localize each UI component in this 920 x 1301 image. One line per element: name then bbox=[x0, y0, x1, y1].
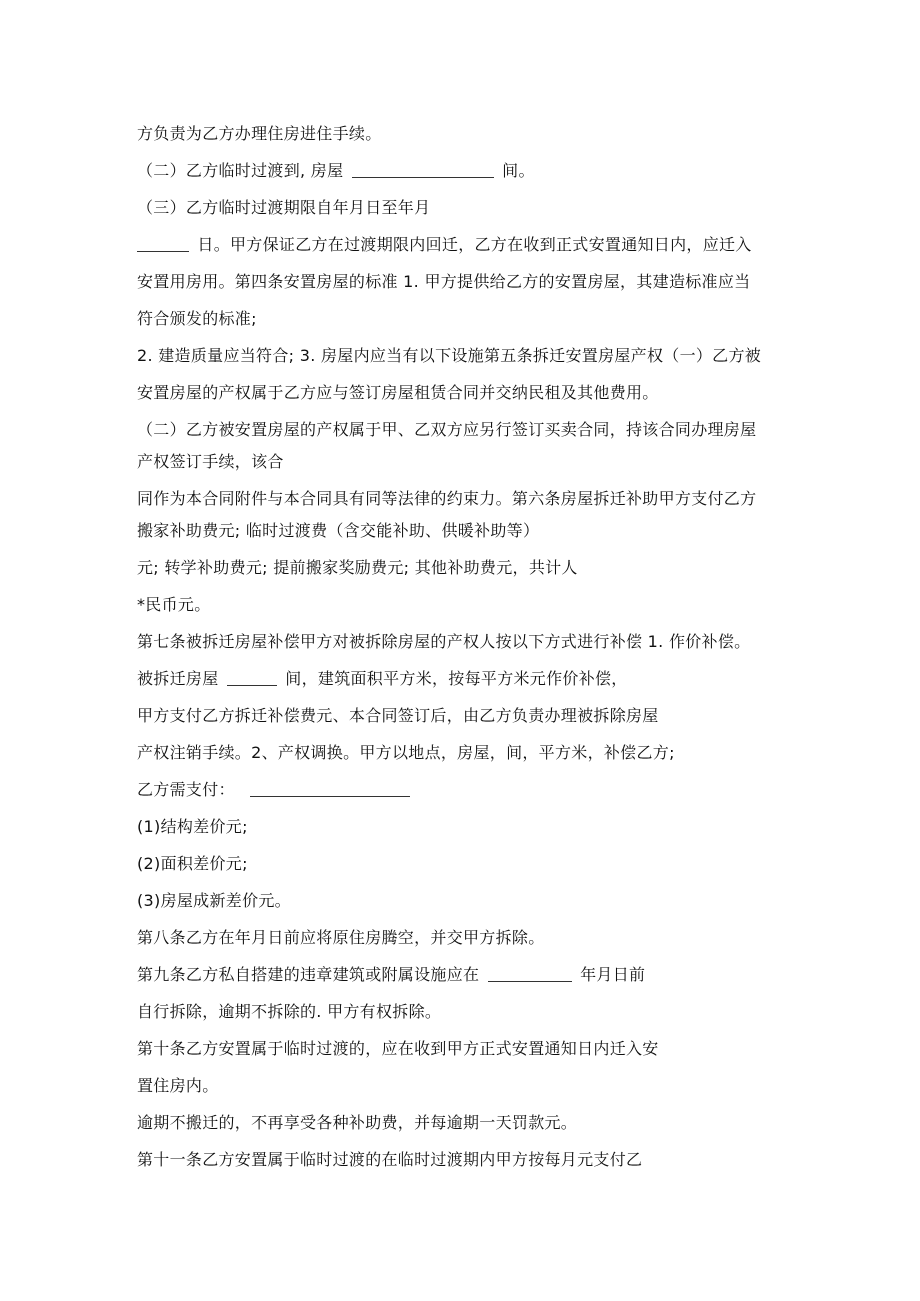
text-line bbox=[137, 198, 430, 218]
line-text: 2. 建造质量应当符合; 3. 房屋内应当有以下设施第五条拆迁安置房屋产权（一）乙方被 bbox=[137, 346, 762, 365]
line-text: 符合颁发的标准; bbox=[137, 309, 257, 328]
text-line bbox=[137, 235, 752, 255]
line-text: (2)面积差价元; bbox=[137, 854, 248, 873]
fill-in-blank bbox=[352, 161, 494, 178]
text-line bbox=[137, 521, 539, 541]
text-line bbox=[137, 346, 761, 366]
line-text: 同作为本合同附件与本合同具有同等法律的约束力。第六条房屋拆迁补助甲方支付乙方 bbox=[137, 489, 757, 508]
text-line bbox=[137, 1039, 659, 1059]
fill-in-blank bbox=[488, 965, 572, 982]
line-text: 第十条乙方安置属于临时过渡的，应在收到甲方正式安置通知日内迁入安 bbox=[137, 1039, 659, 1058]
line-text: 间，建筑面积平方米，按每平方米元作价补偿， bbox=[285, 669, 628, 688]
line-text: 自行拆除，逾期不拆除的. 甲方有权拆除。 bbox=[137, 1002, 442, 1021]
text-line bbox=[137, 817, 248, 837]
line-text: 甲方支付乙方拆迁补偿费元、本合同签订后，由乙方负责办理被拆除房屋 bbox=[137, 706, 659, 725]
fill-in-blank bbox=[250, 780, 410, 797]
line-text: 安置用房用。第四条安置房屋的标准 1. 甲方提供给乙方的安置房屋，其建造标准应当 bbox=[137, 272, 751, 291]
text-line bbox=[137, 669, 628, 689]
line-text: 日。甲方保证乙方在过渡期限内回迁，乙方在收到正式安置通知日内，应迁入 bbox=[197, 235, 752, 254]
text-line bbox=[137, 1076, 219, 1096]
text-line bbox=[137, 632, 750, 652]
text-line bbox=[137, 161, 535, 181]
text-line bbox=[137, 1002, 441, 1022]
fill-in-blank bbox=[227, 669, 277, 686]
text-line bbox=[137, 272, 750, 292]
line-text: （二）乙方临时过渡到, 房屋 bbox=[137, 161, 344, 180]
text-line bbox=[137, 558, 578, 578]
text-line bbox=[137, 489, 756, 509]
line-text: 元; 转学补助费元; 提前搬家奖励费元; 其他补助费元，共计人 bbox=[137, 558, 578, 577]
line-text: 被拆迁房屋 bbox=[137, 669, 219, 688]
line-text: 乙方需支付： bbox=[137, 780, 235, 799]
text-line bbox=[137, 891, 291, 911]
line-text: 第七条被拆迁房屋补偿甲方对被拆除房屋的产权人按以下方式进行补偿 1. 作价补偿。 bbox=[137, 632, 751, 651]
line-text: 第九条乙方私自搭建的违章建筑或附属设施应在 bbox=[137, 965, 480, 984]
text-line bbox=[137, 780, 413, 800]
line-text: 安置房屋的产权属于乙方应与签订房屋租赁合同并交纳民租及其他费用。 bbox=[137, 383, 659, 402]
line-text: *民币元。 bbox=[137, 595, 211, 614]
line-text: 第八条乙方在年月日前应将原住房腾空，并交甲方拆除。 bbox=[137, 928, 545, 947]
text-line bbox=[137, 452, 284, 472]
line-text: 间。 bbox=[502, 161, 535, 180]
line-text: 置住房内。 bbox=[137, 1076, 219, 1095]
line-text: (1)结构差价元; bbox=[137, 817, 248, 836]
line-text: 搬家补助费元; 临时过渡费（含交能补助、供暖补助等） bbox=[137, 521, 540, 540]
text-line bbox=[137, 706, 659, 726]
text-line bbox=[137, 854, 248, 874]
text-line bbox=[137, 309, 257, 329]
line-text: 产权注销手续。2、产权调换。甲方以地点，房屋，间，平方米，补偿乙方; bbox=[137, 743, 675, 762]
line-text: (3)房屋成新差价元。 bbox=[137, 891, 291, 910]
text-line bbox=[137, 965, 645, 985]
fill-in-blank bbox=[137, 235, 189, 252]
text-line bbox=[137, 595, 211, 615]
line-text: 第十一条乙方安置属于临时过渡的在临时过渡期内甲方按每月元支付乙 bbox=[137, 1150, 643, 1169]
line-text: 年月日前 bbox=[580, 965, 646, 984]
text-line bbox=[137, 1150, 642, 1170]
text-line bbox=[137, 420, 756, 440]
text-line bbox=[137, 743, 675, 763]
text-line bbox=[137, 383, 659, 403]
line-text: 逾期不搬迁的，不再享受各种补助费，并每逾期一天罚款元。 bbox=[137, 1113, 578, 1132]
line-text: （三）乙方临时过渡期限自年月日至年月 bbox=[137, 198, 431, 217]
line-text: （二）乙方被安置房屋的产权属于甲、乙双方应另行签订买卖合同，持该合同办理房屋 bbox=[137, 420, 757, 439]
text-line bbox=[137, 124, 382, 144]
line-text: 产权签订手续，该合 bbox=[137, 452, 284, 471]
text-line bbox=[137, 928, 545, 948]
line-text: 方负责为乙方办理住房进住手续。 bbox=[137, 124, 382, 143]
text-line bbox=[137, 1113, 577, 1133]
